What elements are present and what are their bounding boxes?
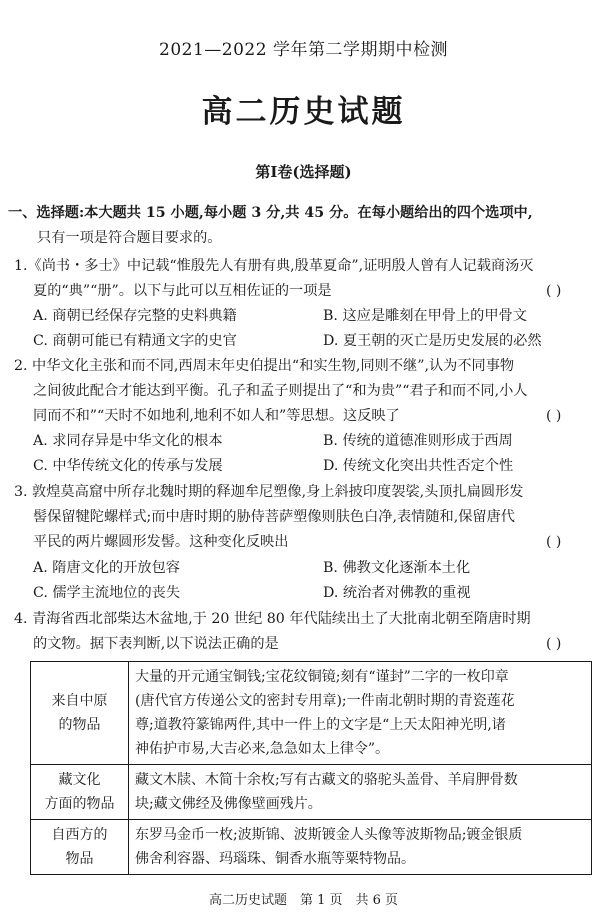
q4-answer-bracket: ( ): [546, 636, 562, 652]
label-line: 来自中原: [51, 693, 108, 709]
content-line: 东罗马金币一枚;波斯锦、波斯镀金人头像等波斯物品;镀金银质: [135, 827, 523, 843]
q1-line-1: 1.《尚书・多士》中记载“惟殷先人有册有典,殷革夏命”,证明殷人曾有人记载商汤灭: [14, 258, 534, 274]
label-line: 自西方的: [51, 827, 108, 843]
q3-option-c: C. 儒学主流地位的丧失: [33, 585, 181, 601]
table-row: [31, 765, 592, 820]
q2-option-d: D. 传统文化突出共性否定个性: [323, 458, 514, 474]
q1-option-c: C. 商朝可能已有精通文字的史官: [33, 333, 237, 349]
q3-line-1: 3. 敦煌莫高窟中所存北魏时期的释迦牟尼塑像,身上斜披印度袈裟,头顶扎扁圆形发: [14, 484, 524, 500]
table-row-content: [129, 820, 592, 875]
q2-option-c: C. 中华传统文化的传承与发展: [33, 458, 223, 474]
section-title: 第Ⅰ卷(选择题): [255, 163, 352, 181]
q2-option-a: A. 求同存异是中华文化的根本: [33, 433, 223, 449]
q2-option-b: B. 传统的道德准则形成于西周: [323, 433, 513, 449]
q3-option-a: A. 隋唐文化的开放包容: [33, 560, 180, 576]
label-line: 方面的物品: [44, 796, 115, 812]
content-line: 藏文木牍、木简十余枚;写有古藏文的骆驼头盖骨、羊肩胛骨数: [135, 772, 518, 788]
table-row-label: [31, 820, 129, 875]
q4-line-2: 的文物。据下表判断,以下说法正确的是: [33, 636, 279, 652]
content-line: 大量的开元通宝铜钱;宝花纹铜镜;刻有“谨封”二字的一枚印章: [135, 669, 509, 685]
content-line: (唐代官方传递公文的密封专用章);一件南北朝时期的青瓷莲花: [135, 693, 515, 709]
q1-option-a: A. 商朝已经保存完整的史料典籍: [33, 308, 237, 324]
q2-answer-bracket: ( ): [546, 408, 562, 424]
q1-option-d: D. 夏王朝的灭亡是历史发展的必然: [323, 333, 542, 349]
label-line: 的物品: [58, 717, 101, 733]
q3-line-2: 髻保留犍陀螺样式;而中唐时期的胁侍菩萨塑像则肤色白净,表情随和,保留唐代: [33, 509, 515, 525]
q3-answer-bracket: ( ): [546, 534, 562, 550]
instructions-line-2: 只有一项是符合题目要求的。: [37, 230, 222, 246]
exam-term: 2021—2022 学年第二学期期中检测: [159, 40, 448, 60]
table-row-content: [129, 765, 592, 820]
content-line: 尊;道教符篆锦两件,其中一件上的文字是“上天太阳神光明,诸: [135, 717, 506, 733]
q3-option-d: D. 统治者对佛教的重视: [323, 585, 471, 601]
artifacts-table: [30, 661, 592, 875]
content-line: 块;藏文佛经及佛像壁画残片。: [135, 796, 322, 812]
q2-line-2: 之间彼此配合才能达到平衡。孔子和孟子则提出了“和为贵”“君子和而不同,小人: [33, 383, 528, 399]
label-line: 物品: [65, 851, 94, 867]
q3-line-3: 平民的两片螺圆形发髻。这种变化反映出: [33, 534, 289, 550]
q4-line-1: 4. 青海省西北部柴达木盆地,于 20 世纪 80 年代陆续出土了大批南北朝至隋唐时期: [14, 611, 531, 627]
table-row-label: [31, 765, 129, 820]
instructions-line-1: 一、选择题:本大题共 15 小题,每小题 3 分,共 45 分。在每小题给出的四个选项中,: [8, 205, 533, 221]
q3-option-b: B. 佛教文化逐渐本土化: [323, 560, 471, 576]
table-row-content: [129, 662, 592, 765]
exam-title: 高二历史试题: [201, 94, 406, 130]
page-footer: 高二历史试题 第 1 页 共 6 页: [208, 893, 399, 908]
table-row: [31, 820, 592, 875]
table-row: [31, 662, 592, 765]
content-line: 佛舍利容器、玛瑙珠、铜香水瓶等粟特物品。: [135, 851, 415, 867]
q1-answer-bracket: ( ): [546, 283, 562, 299]
label-line: 藏文化: [58, 772, 101, 788]
q2-line-1: 2. 中华文化主张和而不同,西周末年史伯提出“和实生物,同则不继”,认为不同事物: [14, 358, 515, 374]
table-row-label: [31, 662, 129, 765]
content-line: 神佑护市易,大吉必来,急急如太上律令”。: [135, 741, 390, 757]
q1-line-2: 夏的“典”“册”。以下与此可以互相佐证的一项是: [33, 283, 332, 299]
q2-line-3: 同而不和”“天时不如地利,地利不如人和”等思想。这反映了: [33, 408, 400, 424]
q1-option-b: B. 这应是雕刻在甲骨上的甲骨文: [323, 308, 527, 324]
